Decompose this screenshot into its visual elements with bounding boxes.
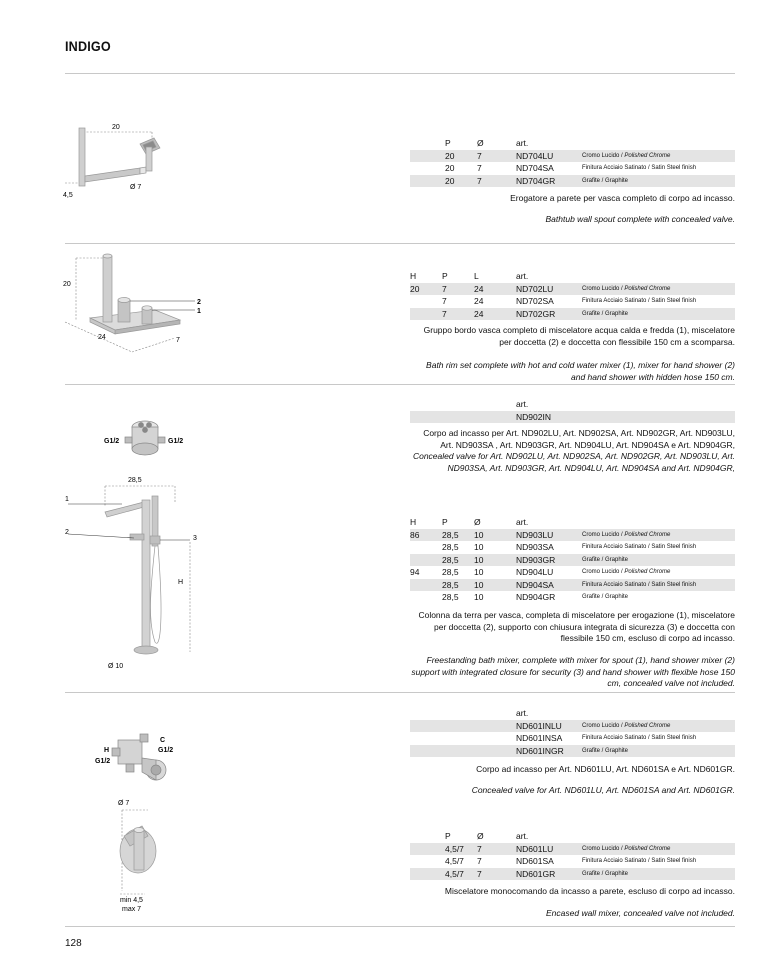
bath-rim-set-drawing — [60, 250, 210, 350]
table-row: 28,5 10 ND904GR Grafite / Graphite — [442, 592, 629, 602]
spec-table — [410, 516, 735, 604]
divider — [65, 384, 735, 385]
drawing-label: G1/2 — [104, 438, 120, 445]
callout-1: 1 — [65, 496, 69, 503]
table-row: ND601INSA Finitura Acciaio Satinato / Satin Steel finish — [516, 733, 697, 743]
page-title: INDIGO — [65, 38, 111, 54]
callout-2: 2 — [65, 529, 69, 536]
table-row: 20 7 ND704GR Grafite / Graphite — [410, 175, 735, 188]
drawing-label: G1/2 — [168, 438, 184, 445]
description-en: Freestanding bath mixer, complete with mixer for spout (1), hand shower mixer (2) support with integrated closure for security (3) and hand shower with flexible hose 150 cm, concealed valve not included. — [411, 655, 735, 688]
spec-table — [410, 270, 735, 320]
table-row: 4,5/7 7 ND601SA Finitura Acciaio Satinato / Satin Steel finish — [445, 856, 697, 866]
drawing-label: H — [104, 747, 110, 754]
table-header: H P Ø art. — [410, 517, 529, 527]
table-header: art. — [516, 399, 529, 409]
divider — [65, 926, 735, 927]
table-header: P Ø art. — [445, 138, 529, 148]
page-number: 128 — [65, 938, 82, 949]
table-row: ND601INLU Cromo Lucido / Polished Chrome — [410, 720, 735, 733]
drawing-label: H — [178, 579, 184, 586]
drawing-label: min 4,5 — [120, 897, 143, 904]
spec-table — [410, 830, 735, 880]
description-it: Miscelatore monocomando da incasso a parete, escluso di corpo ad incasso. — [444, 886, 735, 896]
drawing-label: G1/2 — [158, 747, 174, 754]
description-en: Concealed valve for Art. ND902LU, Art. ND902SA, Art. ND902GR, Art. ND903LU, Art. ND903SA, Art. ND903GR, Art. ND904LU, Art. ND904SA and Art. ND904GR, — [412, 451, 735, 473]
table-row: 94 28,5 10 ND904LU Cromo Lucido / Polished Chrome — [410, 567, 671, 577]
description-en: Bath rim set complete with hot and cold water mixer (1), mixer for hand shower (2) and hand shower with hidden hose 150 cm. — [426, 360, 735, 382]
drawing-label: max 7 — [122, 906, 142, 913]
divider — [65, 243, 735, 244]
drawing-label: 20 — [63, 281, 71, 288]
drawing-label: 4,5 — [63, 192, 73, 199]
table-row: 28,5 10 ND903GR Grafite / Graphite — [410, 554, 735, 567]
concealed-valve-drawing — [100, 415, 210, 465]
drawing-label: 20 — [112, 124, 120, 131]
wall-mixer-drawing — [100, 796, 190, 916]
spec-table — [410, 707, 735, 757]
description-en: Concealed valve for Art. ND601LU, Art. ND601SA and Art. ND601GR. — [471, 785, 735, 795]
freestanding-mixer-drawing — [60, 472, 210, 672]
drawing-label: G1/2 — [95, 758, 111, 765]
table-row: 20 7 ND704SA Finitura Acciaio Satinato / Satin Steel finish — [445, 163, 697, 173]
description-en: Encased wall mixer, concealed valve not included. — [546, 908, 735, 918]
table-row: 4,5/7 7 ND601LU Cromo Lucido / Polished Chrome — [410, 843, 735, 856]
description-it: Corpo ad incasso per Art. ND601LU, Art. ND601SA e Art. ND601GR. — [476, 764, 735, 774]
drawing-label: 24 — [98, 334, 106, 341]
description-it: Corpo ad incasso per Art. ND902LU, Art. ND902SA, Art. ND902GR, Art. ND903LU, Art. ND903SA , Art. ND903GR, Art. ND904LU, Art. ND904SA e Art. ND904GR, — [423, 428, 735, 450]
divider — [65, 73, 735, 74]
table-row: 28,5 10 ND903SA Finitura Acciaio Satinato / Satin Steel finish — [442, 542, 697, 552]
table-row: 7 24 ND702SA Finitura Acciaio Satinato / Satin Steel finish — [442, 296, 697, 306]
drawing-label: C — [160, 737, 166, 744]
table-row: 20 7 ND704LU Cromo Lucido / Polished Chrome — [410, 150, 735, 163]
drawing-label: Ø 7 — [130, 184, 142, 191]
table-row: 7 24 ND702GR Grafite / Graphite — [410, 308, 735, 321]
description-it: Erogatore a parete per vasca completo di corpo ad incasso. — [510, 193, 735, 203]
table-header: art. — [516, 708, 529, 718]
spec-table — [410, 398, 735, 423]
callout-3: 3 — [193, 535, 197, 542]
table-row: 86 28,5 10 ND903LU Cromo Lucido / Polished Chrome — [410, 529, 735, 542]
divider — [65, 692, 735, 693]
table-header: H P L art. — [410, 271, 529, 281]
table-row: 4,5/7 7 ND601GR Grafite / Graphite — [410, 868, 735, 881]
concealed-valve-drawing — [90, 730, 200, 790]
callout-2: 2 — [197, 299, 201, 306]
table-row: 20 7 24 ND702LU Cromo Lucido / Polished Chrome — [410, 283, 735, 296]
wall-spout-drawing — [60, 118, 170, 208]
description-en: Bathtub wall spout complete with concealed valve. — [545, 214, 735, 224]
spec-table — [410, 137, 735, 187]
table-row: ND902IN — [410, 411, 735, 424]
description-it: Gruppo bordo vasca completo di miscelatore acqua calda e fredda (1), miscelatore per doccetta (2) e doccetta con flessibile 150 cm a scomparsa. — [423, 325, 735, 347]
drawing-label: 7 — [176, 337, 180, 344]
table-row: ND601INGR Grafite / Graphite — [410, 745, 735, 758]
drawing-label: Ø 10 — [108, 663, 124, 670]
table-header: P Ø art. — [445, 831, 529, 841]
drawing-label: 28,5 — [128, 477, 142, 484]
drawing-label: Ø 7 — [118, 800, 130, 807]
callout-1: 1 — [197, 308, 201, 315]
table-row: 28,5 10 ND904SA Finitura Acciaio Satinato / Satin Steel finish — [410, 579, 735, 592]
description-it: Colonna da terra per vasca, completa di miscelatore per erogazione (1), miscelatore per doccetta (2), supporto con chiusura integrata di sicurezza (3) e doccetta con flessibile 150 cm, escluso di corpo ad incasso. — [418, 610, 735, 643]
